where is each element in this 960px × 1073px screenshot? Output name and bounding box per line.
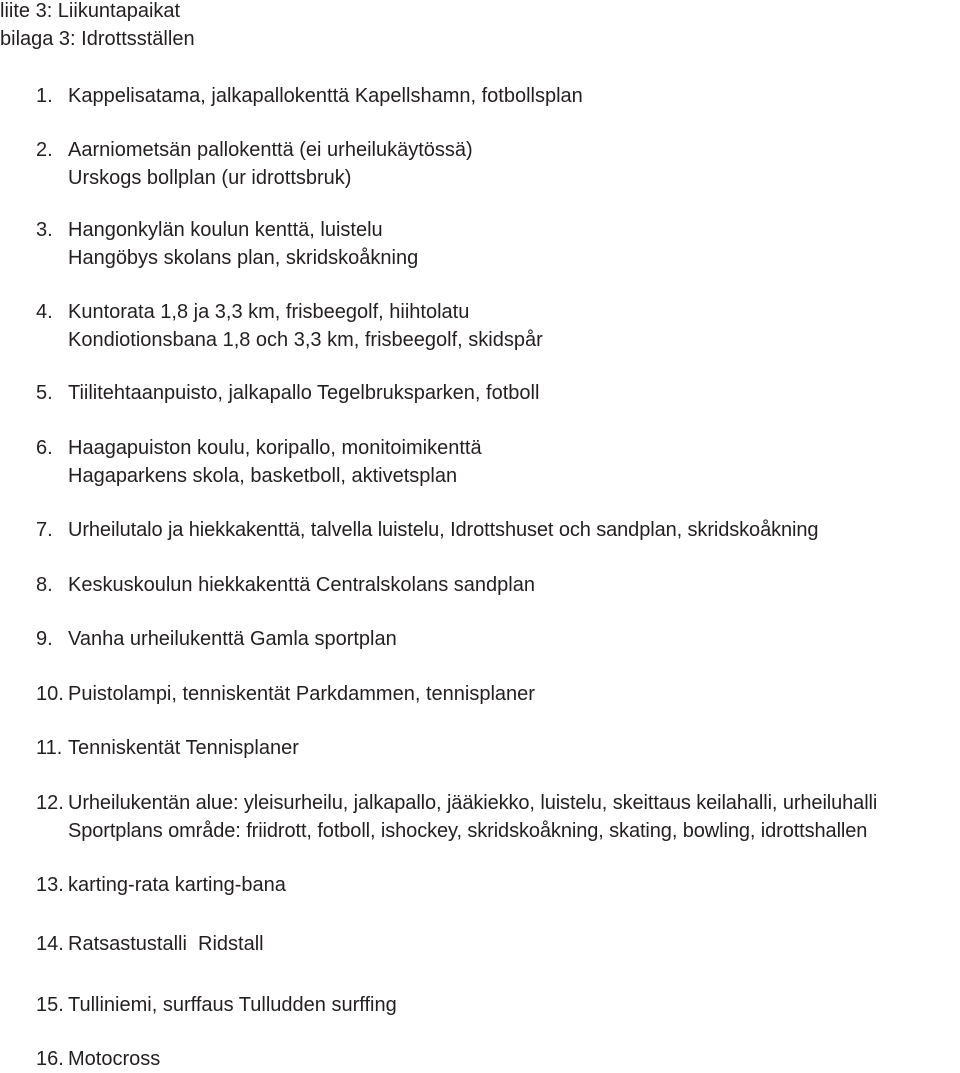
list-item-text: Kappelisatama, jalkapallokenttä Kapellshamn, fotbollsplan bbox=[68, 85, 583, 107]
list-item-text: Aarniometsän pallokenttä (ei urheilukäytössä) bbox=[68, 139, 473, 161]
list-item-text: Urheilutalo ja hiekkakenttä, talvella luistelu, Idrottshuset och sandplan, skridskoåkning bbox=[68, 519, 819, 541]
list-item-text: Kuntorata 1,8 ja 3,3 km, frisbeegolf, hiihtolatu bbox=[68, 301, 470, 323]
list-item-text: Ratsastustalli Ridstall bbox=[68, 933, 264, 955]
list-item-number: 12. bbox=[36, 792, 64, 814]
list-item-text: Urheilukentän alue: yleisurheilu, jalkapallo, jääkiekko, luistelu, skeittaus keilahalli, urheiluhalli bbox=[68, 792, 878, 814]
list-item-text: Tulliniemi, surffaus Tulludden surffing bbox=[68, 994, 397, 1016]
document-title-finnish: liite 3: Liikuntapaikat bbox=[0, 0, 181, 22]
list-item-text-translation: Urskogs bollplan (ur idrottsbruk) bbox=[68, 167, 352, 189]
list-item-number: 4. bbox=[36, 301, 53, 323]
list-item-number: 14. bbox=[36, 933, 64, 955]
list-item-text: Motocross bbox=[68, 1048, 161, 1070]
list-item-number: 13. bbox=[36, 874, 64, 896]
list-item-text: karting-rata karting-bana bbox=[68, 874, 286, 896]
list-item-number: 2. bbox=[36, 139, 53, 161]
list-item-number: 11. bbox=[36, 737, 63, 759]
list-item-text: Vanha urheilukenttä Gamla sportplan bbox=[68, 628, 397, 650]
list-item-text-translation: Hagaparkens skola, basketboll, aktivetsplan bbox=[68, 465, 458, 487]
list-item-number: 9. bbox=[36, 628, 53, 650]
list-item-text: Tiilitehtaanpuisto, jalkapallo Tegelbruksparken, fotboll bbox=[68, 382, 540, 404]
document-title-swedish: bilaga 3: Idrottsställen bbox=[0, 28, 195, 50]
list-item-number: 16. bbox=[36, 1048, 64, 1070]
list-item-number: 10. bbox=[36, 683, 64, 705]
list-item-text: Keskuskoulun hiekkakenttä Centralskolans sandplan bbox=[68, 574, 535, 596]
list-item-number: 5. bbox=[36, 382, 53, 404]
list-item-number: 8. bbox=[36, 574, 53, 596]
list-item-number: 3. bbox=[36, 219, 53, 241]
list-item-text: Puistolampi, tenniskentät Parkdammen, tennisplaner bbox=[68, 683, 535, 705]
list-item-text: Haagapuiston koulu, koripallo, monitoimikenttä bbox=[68, 437, 482, 459]
list-item-text-translation: Hangöbys skolans plan, skridskoåkning bbox=[68, 247, 419, 269]
list-item-number: 7. bbox=[36, 519, 53, 541]
list-item-number: 6. bbox=[36, 437, 53, 459]
list-item-text: Tenniskentät Tennisplaner bbox=[68, 737, 299, 759]
list-item-number: 1. bbox=[36, 85, 53, 107]
list-item-number: 15. bbox=[36, 994, 64, 1016]
list-item-text: Hangonkylän koulun kenttä, luistelu bbox=[68, 219, 383, 241]
list-item-text-translation: Sportplans område: friidrott, fotboll, ishockey, skridskoåkning, skating, bowling, idrottshallen bbox=[68, 820, 868, 842]
list-item-text-translation: Kondiotionsbana 1,8 och 3,3 km, frisbeegolf, skidspår bbox=[68, 329, 543, 351]
